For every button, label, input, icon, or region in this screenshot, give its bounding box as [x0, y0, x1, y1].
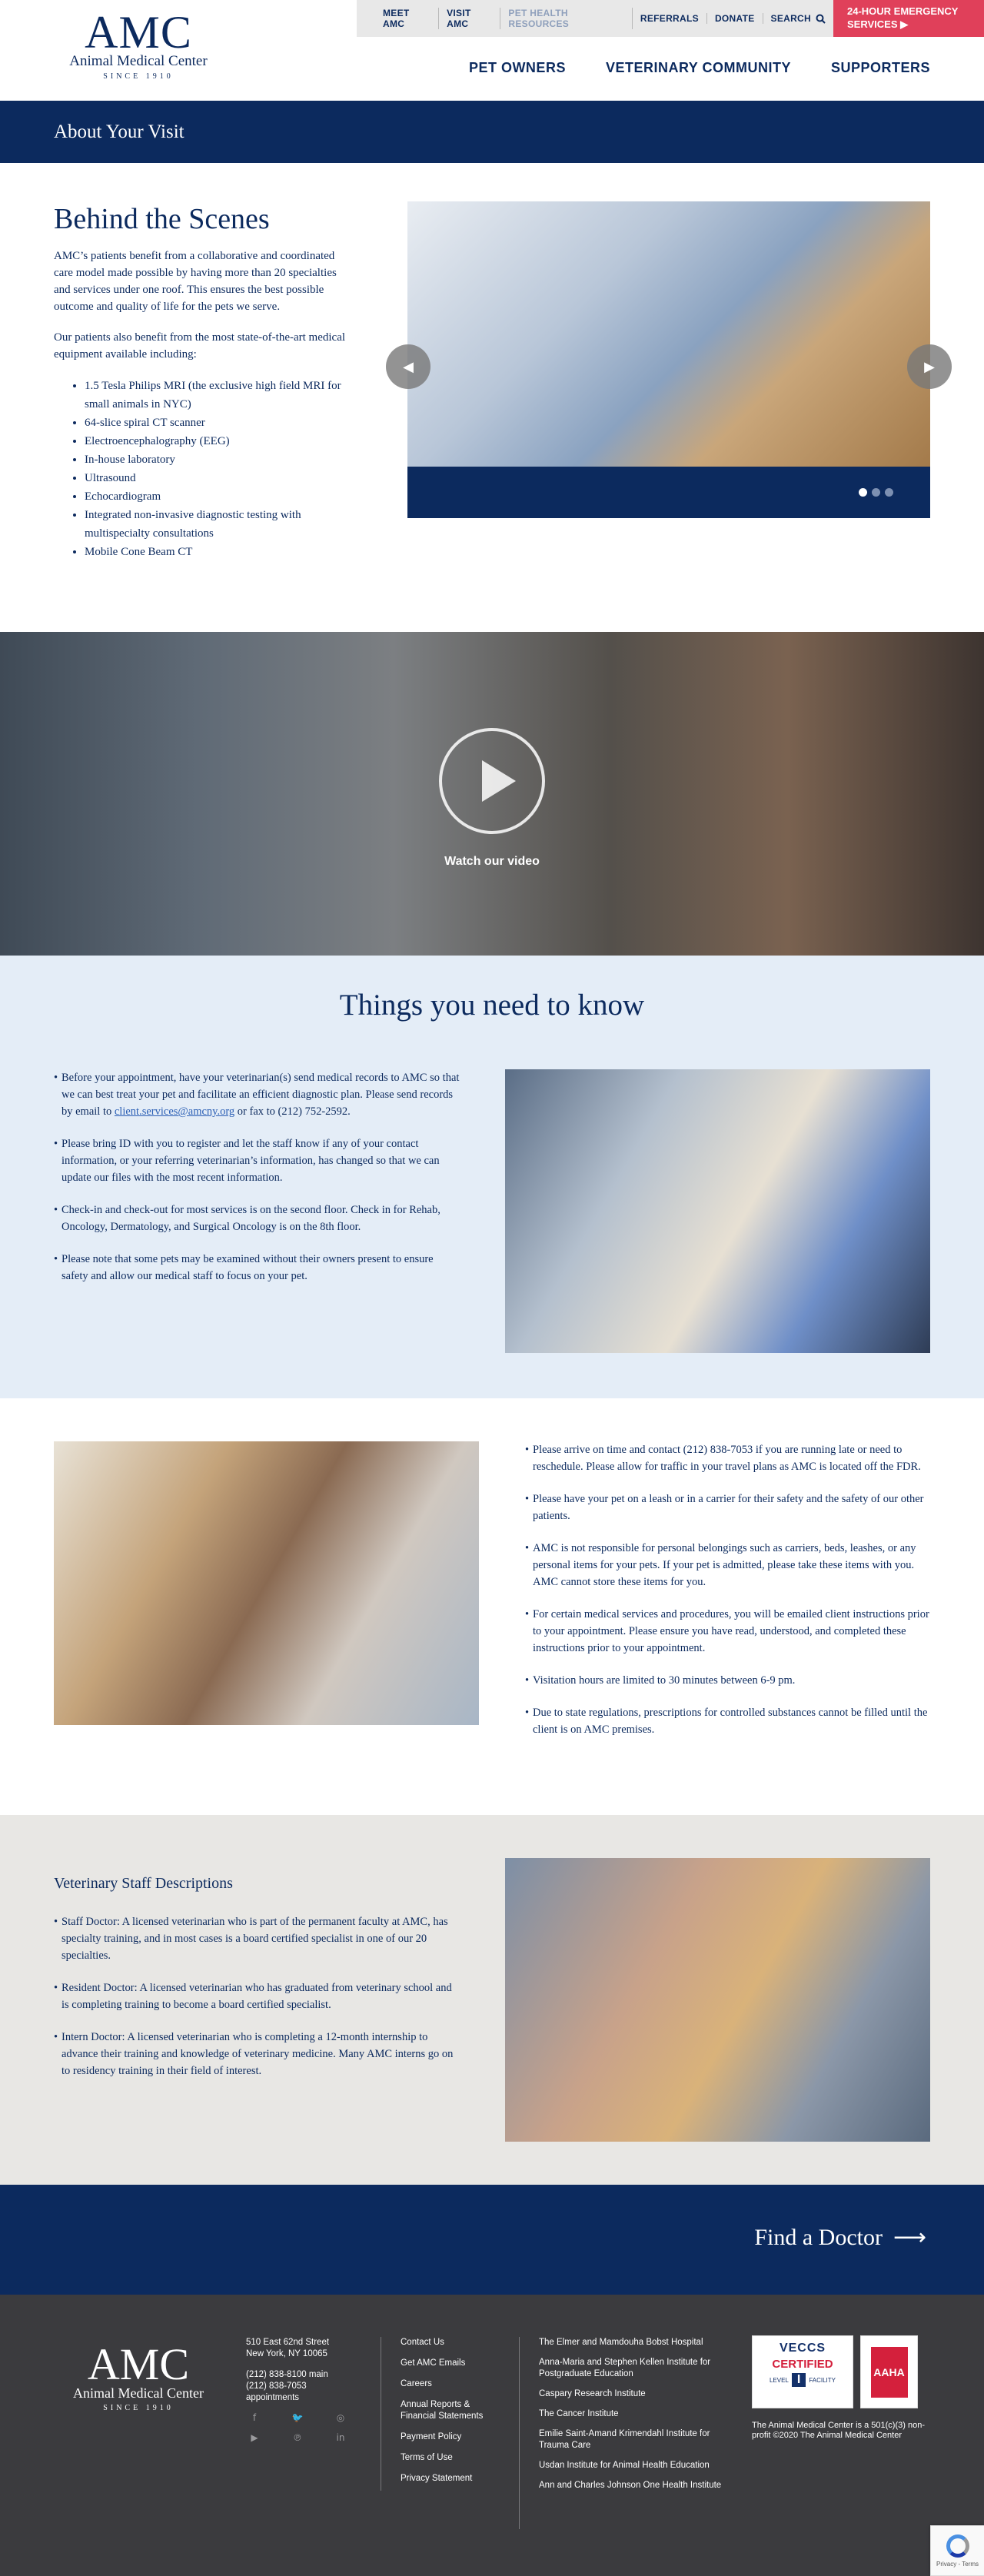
guideline-item: • Due to state regulations, prescriptions for controlled substances cannot be filled until the client is on AMC premises.	[525, 1704, 930, 1738]
things-item	[54, 1069, 461, 1120]
things-to-know-section	[0, 956, 984, 1398]
behind-paragraph-2: Our patients also benefit from the most state-of-the-art medical equipment available including:	[54, 331, 346, 361]
client-services-email-link[interactable]: client.services@amcny.org	[114, 1105, 235, 1118]
guideline-item: • AMC is not responsible for personal belongings such as carriers, beds, leashes, or any personal items for your pets. If your pet is admitted, please take these items with you. AMC cannot store these items for you.	[525, 1540, 930, 1590]
phone-main[interactable]: (212) 838-8100 main	[246, 2370, 328, 2379]
equipment-item: • 64-slice spiral CT scanner	[85, 414, 354, 432]
footer-link-payment-policy[interactable]: Payment Policy	[401, 2432, 462, 2441]
accreditation-badges	[752, 2335, 918, 2408]
footer-link-terms[interactable]: Terms of Use	[401, 2453, 453, 2462]
things-list	[54, 1069, 461, 1300]
pinterest-icon[interactable]: ℗	[293, 2432, 302, 2443]
emergency-services-button[interactable]: 24-HOUR EMERGENCY SERVICES ▶	[833, 0, 984, 37]
footer-link-privacy[interactable]: Privacy Statement	[401, 2474, 473, 2483]
amc-logo[interactable]	[54, 7, 223, 81]
equipment-list	[54, 377, 354, 561]
carousel-dot[interactable]	[859, 488, 867, 497]
equipment-item: • 1.5 Tesla Philips MRI (the exclusive high field MRI for small animals in NYC)	[85, 377, 354, 414]
guideline-item: • Visitation hours are limited to 30 minutes between 6-9 pm.	[525, 1672, 930, 1689]
things-item: • Please note that some pets may be examined without their owners present to ensure safety and allow our medical staff to focus on your pet.	[54, 1251, 461, 1285]
linkedin-icon[interactable]: in	[336, 2432, 345, 2443]
institute-link[interactable]: Caspary Research Institute	[539, 2389, 646, 2398]
vet-with-pekingese-photo	[505, 1858, 930, 2142]
find-doctor-section	[0, 2185, 984, 2295]
footer-logo-name: Animal Medical Center	[73, 2385, 204, 2401]
staff-item: • Resident Doctor: A licensed veterinarian who has graduated from veterinary school and is completing training to become a board certified specialist.	[54, 1979, 461, 2013]
things-item: • Check-in and check-out for most services is on the second floor. Check in for Rehab, Oncology, Dermatology, and Surgical Oncology is on the 8th floor.	[54, 1202, 461, 1235]
footer-link-careers[interactable]: Careers	[401, 2379, 432, 2388]
nav-pet-owners[interactable]: PET OWNERS	[468, 60, 566, 75]
utility-link-donate[interactable]: DONATE	[707, 13, 763, 24]
aaha-mark: AAHA	[871, 2347, 908, 2398]
institute-link[interactable]: The Cancer Institute	[539, 2409, 619, 2418]
behind-paragraph-1: AMC’s patients benefit from a collaborative and coordinated care model made possible by having more than 20 specialties and services under one roof. This ensures the best possible outcome and quality of life for the pets we serve.	[54, 250, 337, 313]
equipment-item: • Integrated non-invasive diagnostic testing with multispecialty consultations	[85, 506, 354, 543]
nav-supporters[interactable]: SUPPORTERS	[830, 60, 930, 75]
veccs-title: VECCS	[779, 2342, 826, 2355]
search-label: SEARCH	[770, 13, 811, 24]
nav-veterinary-community[interactable]: VETERINARY COMMUNITY	[605, 60, 791, 75]
footer-institutes	[519, 2337, 734, 2529]
page-title: About Your Visit	[54, 121, 184, 142]
twitter-icon[interactable]: 🐦	[291, 2412, 304, 2423]
vet-holding-dog-photo	[54, 1441, 479, 1725]
veccs-level-value: I	[792, 2373, 806, 2387]
footer-logo[interactable]	[54, 2339, 223, 2412]
equipment-item: • In-house laboratory	[85, 450, 354, 469]
main-nav	[469, 60, 930, 76]
address-line: 510 East 62nd Street	[246, 2338, 330, 2347]
site-header	[0, 0, 984, 101]
veccs-certified: CERTIFIED	[772, 2358, 833, 2371]
carousel-photo-vet-with-dog	[407, 201, 930, 467]
guideline-item: • For certain medical services and procedures, you will be emailed client instructions prior to your appointment. Please ensure you have read, understood, and completed these instructions prior to your appointment.	[525, 1606, 930, 1657]
equipment-item: • Electroencephalography (EEG)	[85, 432, 354, 450]
staff-title: Veterinary Staff Descriptions	[54, 1875, 233, 1892]
staff-item: • Staff Doctor: A licensed veterinarian who is part of the permanent faculty at AMC, has specialty training, and in most cases is a board certified specialist in one of our 20 specialties.	[54, 1913, 461, 1964]
play-icon[interactable]	[439, 728, 545, 834]
chevron-left-icon: ◀	[403, 358, 414, 374]
chevron-right-icon: ▶	[924, 358, 935, 374]
staff-with-dog-photo	[505, 1069, 930, 1353]
carousel-prev-button[interactable]	[386, 344, 430, 389]
utility-link-visit-amc[interactable]: VISIT AMC	[439, 8, 500, 29]
staff-list	[54, 1913, 461, 2095]
institute-link[interactable]: Anna-Maria and Stephen Kellen Institute for Postgraduate Education	[539, 2358, 711, 2378]
carousel-caption-bar	[407, 467, 930, 518]
image-carousel	[403, 201, 935, 518]
carousel-dot[interactable]	[872, 488, 880, 497]
find-doctor-link[interactable]	[754, 2224, 926, 2251]
recaptcha-links[interactable]: Privacy - Terms	[936, 2560, 979, 2568]
staff-item: • Intern Doctor: A licensed veterinarian who is completing a 12-month internship to advance their training and knowledge of veterinary medicine. Many AMC interns go on to residency training in their field of interest.	[54, 2029, 461, 2079]
carousel-next-button[interactable]	[907, 344, 952, 389]
carousel-dot[interactable]	[885, 488, 893, 497]
institute-link[interactable]: The Elmer and Mamdouha Bobst Hospital	[539, 2338, 703, 2347]
utility-link-referrals[interactable]: REFERRALS	[633, 13, 707, 24]
arrow-right-icon: ⟶	[893, 2225, 926, 2250]
things-title: Things you need to know	[339, 989, 645, 1022]
social-links	[246, 2412, 349, 2443]
page-banner	[0, 101, 984, 163]
carousel-dots	[859, 488, 893, 497]
veccs-level-label: LEVEL	[769, 2376, 789, 2384]
site-footer	[0, 2295, 984, 2576]
video-section[interactable]	[0, 632, 984, 956]
video-label[interactable]: Watch our video	[444, 855, 540, 868]
footer-link-get-emails[interactable]: Get AMC Emails	[401, 2358, 466, 2368]
veccs-badge	[752, 2335, 853, 2408]
institute-link[interactable]: Ann and Charles Johnson One Health Institute	[539, 2481, 722, 2490]
things-item: • Please bring ID with you to register and let the staff know if any of your contact information, or your referring veterinarian’s information, has changed so that we can update our files with the most recent information.	[54, 1135, 461, 1186]
footer-link-contact-us[interactable]: Contact Us	[401, 2338, 444, 2347]
nonprofit-notice: The Animal Medical Center is a 501(c)(3) non-profit ©2020 The Animal Medical Center	[752, 2421, 925, 2440]
youtube-icon[interactable]: ▶	[251, 2432, 258, 2443]
equipment-item: • Echocardiogram	[85, 487, 354, 506]
utility-link-meet-amc[interactable]: MEET AMC	[375, 8, 439, 29]
search-button[interactable]	[763, 13, 833, 24]
logo-wordmark: AMC	[85, 7, 192, 58]
visit-guidelines-section	[0, 1398, 984, 1815]
instagram-icon[interactable]: ◎	[336, 2412, 345, 2423]
logo-name: Animal Medical Center	[69, 53, 208, 69]
find-doctor-label: Find a Doctor	[754, 2224, 883, 2250]
things-item-text: Before your appointment, have your veterinarian(s) send medical records to AMC so that we can best treat your pet and facilitate an efficient diagnostic plan. Please send records by email to	[62, 1072, 460, 1118]
visit-guidelines-list	[525, 1441, 930, 1753]
behind-title: Behind the Scenes	[54, 203, 270, 235]
recaptcha-badge[interactable]	[930, 2525, 984, 2576]
footer-links	[381, 2337, 496, 2491]
aaha-badge	[860, 2335, 918, 2408]
institute-link[interactable]: Emilie Saint-Amand Krimendahl Institute for Trauma Care	[539, 2429, 710, 2450]
footer-logo-since: SINCE 1910	[103, 2404, 174, 2412]
veccs-level	[753, 2373, 853, 2387]
things-item-text: or fax to (212) 752-2592.	[234, 1105, 351, 1118]
phone-appointments[interactable]: (212) 838-7053 appointments	[246, 2382, 307, 2402]
behind-text	[54, 201, 354, 561]
institute-link[interactable]: Usdan Institute for Animal Health Education	[539, 2461, 710, 2470]
equipment-item: • Mobile Cone Beam CT	[85, 543, 354, 561]
footer-contact	[246, 2337, 361, 2404]
recaptcha-icon	[946, 2534, 969, 2558]
behind-the-scenes-section	[0, 163, 984, 632]
address-line: New York, NY 10065	[246, 2349, 327, 2358]
search-icon	[816, 14, 826, 24]
staff-descriptions-section	[0, 1815, 984, 2185]
footer-link-annual-reports[interactable]: Annual Reports & Financial Statements	[401, 2400, 484, 2421]
guideline-item: • Please have your pet on a leash or in a carrier for their safety and the safety of our other patients.	[525, 1491, 930, 1524]
guideline-item: • Please arrive on time and contact (212) 838-7053 if you are running late or need to reschedule. Please allow for traffic in your travel plans as AMC is located off the FDR.	[525, 1441, 930, 1475]
footer-logo-wordmark: AMC	[87, 2339, 190, 2389]
facebook-icon[interactable]: f	[252, 2412, 257, 2423]
equipment-item: • Ultrasound	[85, 469, 354, 487]
utility-nav	[357, 0, 833, 37]
utility-link-pet-health-resources[interactable]: PET HEALTH RESOURCES	[500, 8, 633, 29]
logo-since: SINCE 1910	[103, 72, 174, 81]
veccs-facility: FACILITY	[809, 2376, 836, 2384]
